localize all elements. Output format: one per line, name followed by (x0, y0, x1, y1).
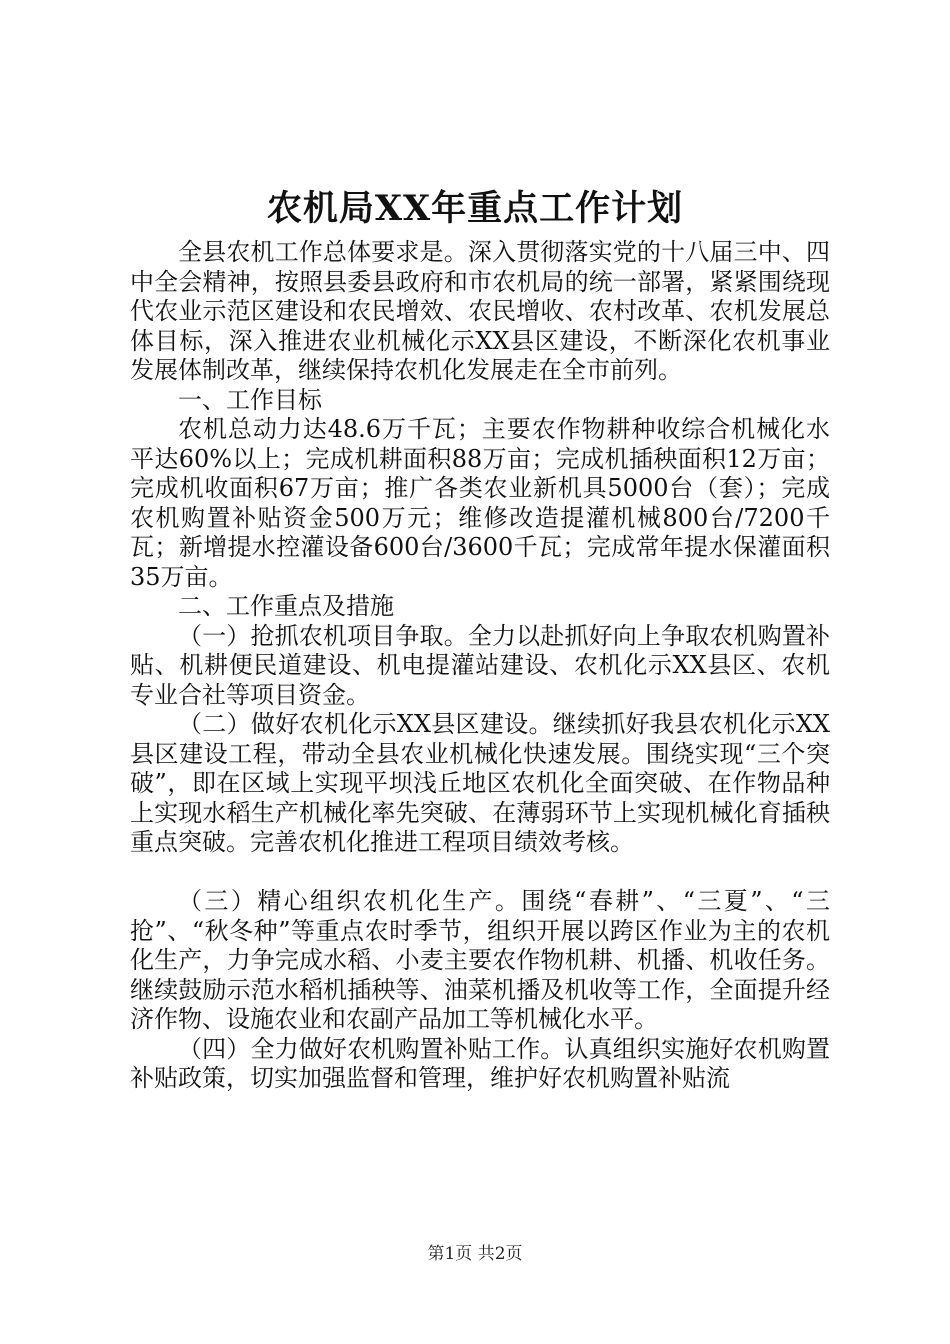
paragraph-measure-2: （二）做好农机化示XX县区建设。继续抓好我县农机化示XX县区建设工程，带动全县农业机械化快速发展。围绕实现“三个突破”，即在区域上实现平坝浅丘地区农机化全面突破、在作物品种上实现水稻生产机械化率先突破、在薄弱环节上实现机械化育插秧重点突破。完善农机化推进工程项目绩效考核。 (130, 710, 830, 856)
document-body (130, 238, 830, 1094)
page-title: 农机局XX年重点工作计划 (266, 188, 684, 229)
paragraph-measure-4: （四）全力做好农机购置补贴工作。认真组织实施好农机购置补贴政策，切实加强监督和管理，维护好农机购置补贴流 (130, 1034, 830, 1092)
paragraph-intro: 全县农机工作总体要求是。深入贯彻落实党的十八届三中、四中全会精神，按照县委县政府和市农机局的统一部署，紧紧围绕现代农业示范区建设和农民增效、农民增收、农村改革、农机发展总体目标，深入推进农业机械化示XX县区建设，不断深化农机事业发展体制改革，继续保持农机化发展走在全市前列。 (130, 238, 830, 384)
paragraph-measure-1: （一）抢抓农机项目争取。全力以赴抓好向上争取农机购置补贴、机耕便民道建设、机电提灌站建设、农机化示XX县区、农机专业合社等项目资金。 (130, 621, 830, 709)
page-number: 第1页 共2页 (427, 1244, 523, 1264)
paragraph-measure-3: （三）精心组织农机化生产。围绕“春耕”、“三夏”、“三抢”、“秋冬种”等重点农时季节，组织开展以跨区作业为主的农机化生产，力争完成水稻、小麦主要农作物机耕、机播、机收任务。继续鼓励示范水稻机插秧等、油菜机播及机收等工作，全面提升经济作物、设施农业和农副产品加工等机械化水平。 (130, 887, 830, 1033)
section-heading-measures: 二、工作重点及措施 (178, 592, 394, 620)
paragraph-goals: 农机总动力达48.6万千瓦；主要农作物耕种收综合机械化水平达60%以上；完成机耕面积88万亩；完成机插秧面积12万亩；完成机收面积67万亩；推广各类农业新机具5000台（套）；完成农机购置补贴资金500万元；维修改造提灌机械800台/7200千瓦；新增提水控灌设备600台/3600千瓦；完成常年提水保灌面积35万亩。 (130, 415, 830, 591)
section-heading-goals: 一、工作目标 (178, 385, 322, 414)
